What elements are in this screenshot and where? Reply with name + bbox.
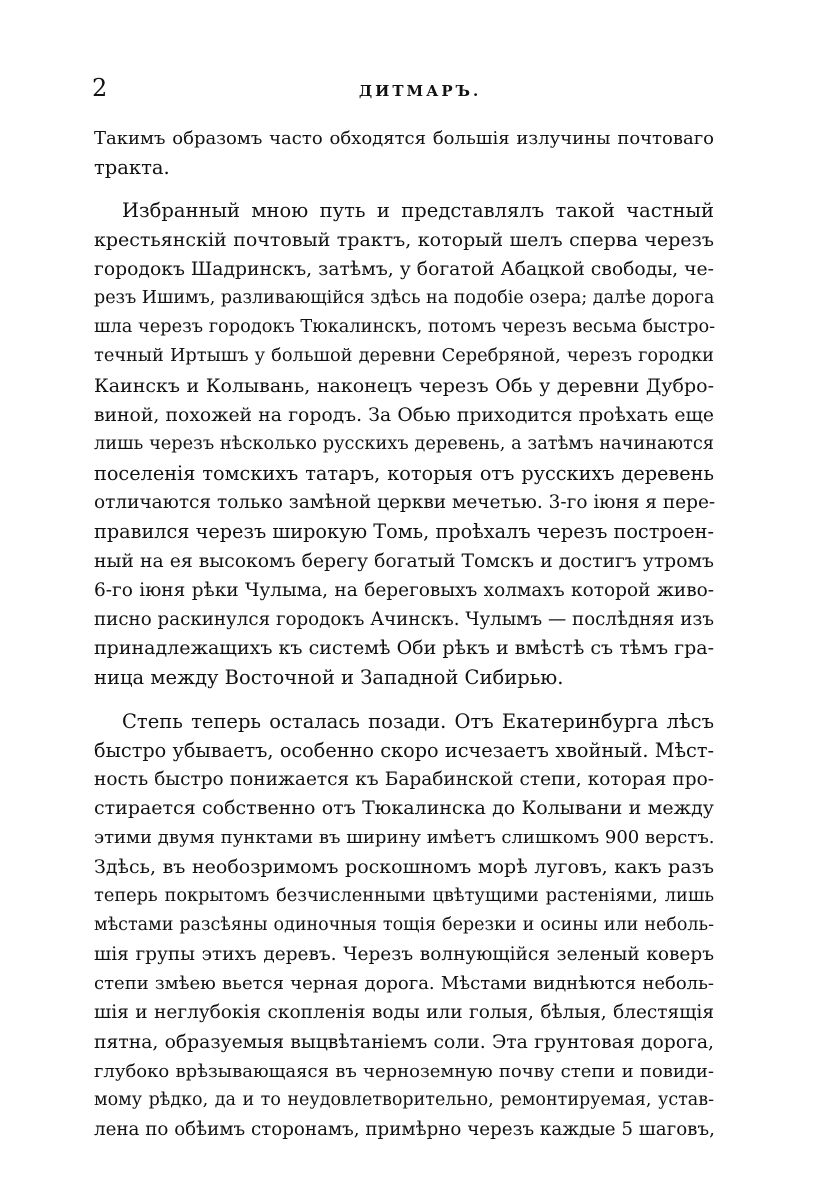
text-line: лишь черезъ нѣсколько русскихъ деревень, а затѣмъ начинаются bbox=[94, 433, 714, 454]
text-line: 6-го іюня рѣки Чулыма, на береговыхъ холмахъ которой живо- bbox=[94, 579, 714, 601]
text-line: тракта. bbox=[94, 156, 170, 180]
text-line: писно раскинулся городокъ Ачинскъ. Чулымъ — послѣдняя изъ bbox=[94, 609, 714, 630]
page-number: 2 bbox=[92, 74, 108, 102]
text-line: шія групы этихъ деревъ. Черезъ волнующійся зеленый коверъ bbox=[94, 944, 714, 966]
text-line: пятна, образуемыя выцвѣтаніемъ соли. Эта грунтовая дорога, bbox=[94, 1031, 714, 1053]
text-line: ность быстро понижается къ Барабинской степи, которая про- bbox=[94, 768, 714, 790]
text-line: мому рѣдко, да и то неудовлетворительно, ремонтируемая, устав- bbox=[94, 1090, 714, 1110]
running-title: ДИТМАРЪ. bbox=[358, 82, 482, 100]
text-line: ный на ея высокомъ берегу богатый Томскъ и достигъ утромъ bbox=[94, 550, 714, 572]
text-line: течный Иртышъ у большой деревни Серебряной, черезъ городки bbox=[94, 346, 714, 367]
text-line: резъ Ишимъ, разливающійся здѣсь на подобіе озера; далѣе дорога bbox=[94, 287, 715, 308]
text-line: теперь покрытомъ безчисленными цвѣтущими растеніями, лишь bbox=[94, 885, 714, 906]
text-line: быстро убываетъ, особенно скоро исчезаетъ хвойный. Мѣст- bbox=[94, 738, 714, 762]
text-line: правился черезъ широкую Томь, проѣхалъ черезъ построен- bbox=[94, 520, 714, 544]
text-line: поселенія томскихъ татаръ, которыя отъ русскихъ деревень bbox=[94, 462, 714, 486]
text-line: ница между Восточной и Западной Сибирью. bbox=[94, 666, 564, 690]
text-line: лена по обѣимъ сторонамъ, примѣрно черезъ каждые 5 шаговъ, bbox=[94, 1119, 715, 1141]
text-line: отличаются только замѣной церкви мечетью. 3-го іюня я пере- bbox=[94, 492, 716, 514]
text-line: виной, похожей на городъ. За Обью приходится проѣхать еще bbox=[94, 404, 714, 426]
text-line: глубоко врѣзывающаяся въ черноземную почву степи и повиди- bbox=[94, 1060, 714, 1082]
text-line: крестьянскій почтовый трактъ, который шелъ сперва черезъ bbox=[94, 228, 714, 251]
text-line: Избранный мною путь и представлялъ такой частный bbox=[122, 199, 714, 223]
text-line: степи змѣею вьется черная дорога. Мѣстами виднѣются неболь- bbox=[94, 973, 714, 995]
text-line: Такимъ образомъ часто обходятся большія излучины почтоваго bbox=[94, 128, 714, 149]
text-line: шія и неглубокія скопленія воды или голыя, бѣлыя, блестящія bbox=[94, 1002, 714, 1024]
text-line: принадлежащихъ къ системѣ Оби рѣкъ и вмѣстѣ съ тѣмъ гра- bbox=[94, 637, 714, 660]
body-text bbox=[94, 124, 714, 1158]
text-line: шла черезъ городокъ Тюкалинскъ, потомъ черезъ весьма быстро- bbox=[94, 317, 716, 338]
text-line: Каинскъ и Колывань, наконецъ черезъ Обь у деревни Дубро- bbox=[94, 374, 714, 397]
text-line: этими двумя пунктами въ ширину имѣетъ слишкомъ 900 верстъ. bbox=[94, 827, 715, 849]
text-line: городокъ Шадринскъ, затѣмъ, у богатой Абацкой свободы, че- bbox=[94, 258, 714, 280]
text-line: Здѣсь, въ необозримомъ роскошномъ морѣ луговъ, какъ разъ bbox=[94, 855, 714, 878]
text-line: Степь теперь осталась позади. Отъ Екатеринбурга лѣсъ bbox=[122, 709, 714, 733]
paragraph-3 bbox=[94, 707, 714, 1145]
text-line: стирается собственно отъ Тюкалинска до Колывани и между bbox=[94, 797, 714, 820]
paragraph-2 bbox=[94, 196, 714, 692]
paragraph-1 bbox=[94, 124, 714, 182]
text-line: мѣстами разсѣяны одиночныя тощія березки и осины или неболь- bbox=[94, 914, 714, 935]
